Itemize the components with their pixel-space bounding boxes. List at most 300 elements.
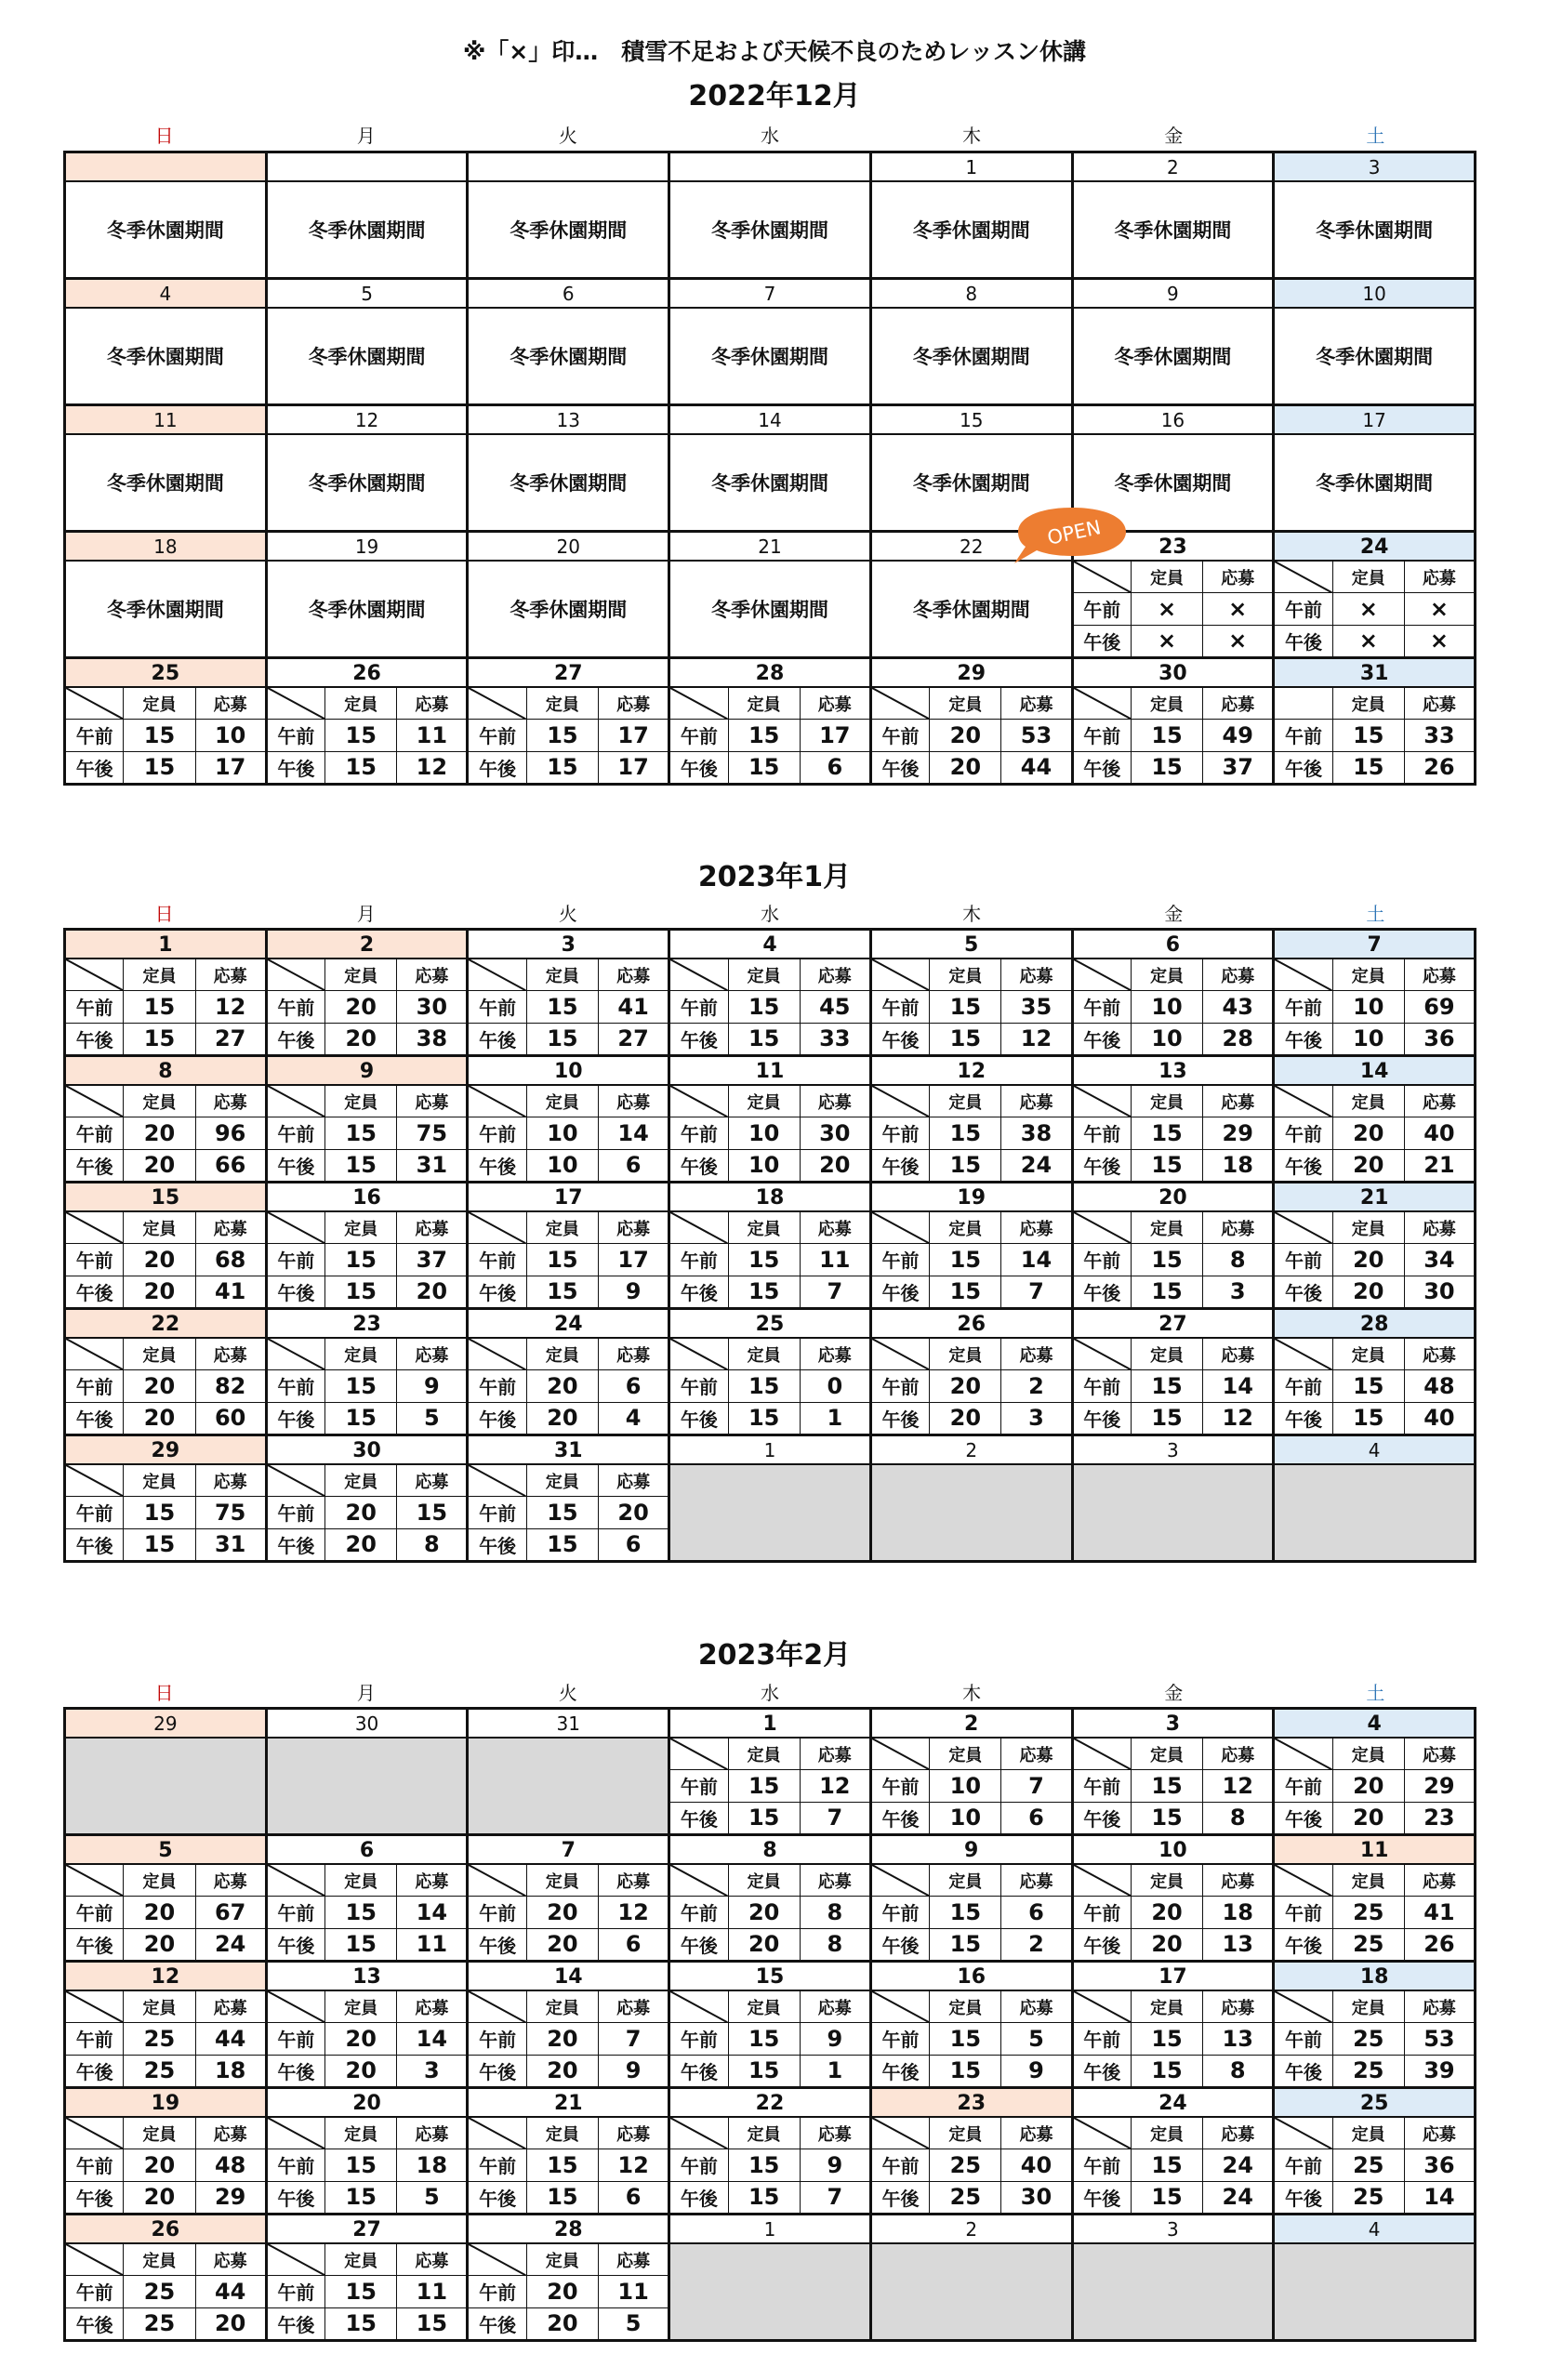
day-cell [268,1963,470,2089]
day-number: 10 [1275,280,1474,309]
day-cell [1074,1183,1276,1310]
applicants-header: 応募 [1019,1345,1053,1366]
session-label: 午前 [872,720,930,750]
day-number: 14 [670,406,869,435]
applicants-value: 44 [214,2278,246,2305]
day-cell [1275,2089,1476,2215]
session-row-am [66,2023,265,2055]
capacity-value: 20 [124,1897,195,1927]
capacity-header: 定員 [729,1739,801,1769]
day-number: 23 [872,2089,1071,2118]
day-cell [1275,931,1476,1057]
corner-slash [670,1086,728,1117]
day-cell [1074,2215,1276,2342]
capacity-header: 定員 [527,959,599,990]
day-cell [469,280,670,406]
session-table [66,688,265,783]
session-header-row [66,1991,265,2023]
holiday-label: 冬季休園期間 [1316,346,1434,368]
day-cell [1074,931,1276,1057]
capacity-value: 10 [527,1117,599,1148]
session-row-am [469,2276,668,2307]
session-row-am [872,1370,1071,1402]
applicants-value: 41 [617,993,649,1020]
applicants-header: 応募 [1019,1745,1053,1765]
day-number: 10 [1074,1836,1273,1865]
capacity-value: 20 [930,1370,1001,1401]
applicants-value: 8 [1229,1246,1246,1273]
session-header-row [872,688,1071,720]
session-row-am [268,2276,467,2307]
applicants-value: 15 [416,1499,448,1526]
session-table [1074,1212,1273,1307]
capacity-header: 定員 [1132,1739,1203,1769]
session-header-row [872,959,1071,991]
day-cell [469,533,670,659]
weekday-label: 日 [154,125,174,147]
day-number: 25 [670,1310,869,1339]
day-number: 13 [469,406,668,435]
applicants-header: 応募 [817,1871,852,1892]
weekday-label: 金 [1164,903,1184,925]
weekday-label: 木 [962,1682,982,1704]
applicants-header: 応募 [616,1345,651,1366]
session-row-am [1074,593,1273,625]
session-row-am [1074,1770,1273,1802]
capacity-value: 15 [729,752,801,783]
corner-slash [1074,1991,1132,2022]
corner-slash [872,1991,930,2022]
applicants-value: 7 [827,1805,843,1831]
applicants-header: 応募 [1221,1219,1255,1239]
day-number [469,153,668,182]
session-header-row [670,1739,869,1770]
session-row-am [670,1370,869,1402]
session-table [66,2244,265,2339]
capacity-value: 15 [325,752,397,783]
capacity-value: 20 [527,1370,599,1401]
day-number: 5 [66,1836,265,1865]
day-cell [469,931,670,1057]
day-cell [1275,1183,1476,1310]
day-number: 3 [1074,1710,1273,1739]
capacity-header: 定員 [1333,1086,1405,1117]
applicants-header: 応募 [616,1871,651,1892]
session-label: 午後 [268,1150,325,1181]
session-row-am [66,2149,265,2181]
weekday-label: 金 [1164,125,1184,147]
applicants-value: 5 [424,2184,440,2211]
session-label: 午後 [1275,1403,1332,1434]
session-label: 午後 [66,752,124,783]
applicants-header: 応募 [616,694,651,715]
capacity-header: 定員 [325,1991,397,2022]
session-label: 午前 [670,1770,728,1801]
session-row-am [1275,991,1474,1023]
session-row-am [268,1897,467,1928]
session-table [1074,688,1273,783]
session-row-pm [469,2182,668,2213]
capacity-header: 定員 [325,2244,397,2275]
applicants-value: 68 [214,1246,246,1273]
day-number: 19 [872,1183,1071,1212]
session-table [872,1865,1071,1960]
applicants-value: 23 [1423,1805,1455,1831]
day-cell [66,1310,268,1436]
day-cell [469,2089,670,2215]
applicants-value: 2 [1028,1372,1044,1399]
holiday-label: 冬季休園期間 [510,599,628,621]
session-row-pm [66,1276,265,1307]
session-header-row [670,1991,869,2023]
corner-slash [268,2244,325,2275]
weekday-label: 土 [1366,1682,1385,1704]
day-number: 12 [872,1057,1071,1086]
session-label: 午前 [469,1117,526,1148]
corner-slash [1275,1991,1332,2022]
day-cell [1275,2215,1476,2342]
session-row-pm [1275,1929,1474,1960]
session-row-pm [66,1150,265,1181]
applicants-header: 応募 [1019,2124,1053,2145]
corner-slash [268,2118,325,2149]
session-table [469,1865,668,1960]
session-header-row [268,2118,467,2149]
capacity-value: 15 [527,1276,599,1307]
month-title: 2023年2月 [697,1639,852,1672]
session-table [872,2118,1071,2213]
applicants-value: 2 [1028,1931,1044,1958]
session-label: 午前 [469,991,526,1022]
holiday-label: 冬季休園期間 [308,219,426,242]
applicants-value: 18 [1222,1898,1253,1925]
capacity-value: 25 [930,2149,1001,2180]
day-cell [1275,1836,1476,1963]
empty-day [872,2244,1071,2339]
capacity-value: 15 [527,1497,599,1527]
applicants-value: 9 [424,1372,440,1399]
closed-mark: × [1429,595,1449,622]
corner-slash [66,2244,124,2275]
session-table [1275,688,1474,783]
capacity-value: 20 [930,752,1001,783]
session-row-am [469,1497,668,1528]
session-header-row [469,688,668,720]
applicants-value: 37 [1222,754,1253,781]
day-cell [1074,280,1276,406]
holiday-label: 冬季休園期間 [912,599,1030,621]
applicants-value: 21 [1423,1152,1455,1179]
day-number: 20 [469,533,668,562]
session-row-am [66,1117,265,1149]
capacity-value: 15 [1333,1403,1405,1434]
session-row-pm [1275,1803,1474,1833]
corner-slash [1074,1739,1132,1769]
day-cell [1275,406,1476,533]
session-label: 午前 [872,1117,930,1148]
capacity-header: 定員 [1132,2118,1203,2149]
session-table [872,688,1071,783]
session-header-row [268,1086,467,1117]
capacity-value: 15 [124,752,195,783]
capacity-value: 20 [325,2023,397,2054]
session-label: 午前 [872,1897,930,1927]
capacity-value: 10 [1132,991,1203,1022]
holiday-label: 冬季休園期間 [106,472,224,495]
empty-day [66,1739,265,1833]
day-number: 1 [66,931,265,959]
day-number: 30 [268,1710,467,1739]
session-row-pm [670,2056,869,2086]
corner-slash [268,688,325,719]
applicants-header: 応募 [1221,1092,1255,1113]
session-label: 午前 [268,991,325,1022]
session-row-am [1275,1244,1474,1276]
day-number: 25 [66,659,265,688]
capacity-value: 10 [1333,991,1405,1022]
day-cell [66,533,268,659]
session-row-pm [268,2056,467,2086]
session-row-am [1074,991,1273,1023]
capacity-value: 20 [1333,1244,1405,1275]
capacity-header: 定員 [1333,959,1405,990]
session-table [66,2118,265,2213]
session-header-row [1074,1991,1273,2023]
session-label: 午後 [1275,1024,1332,1054]
applicants-value: 48 [214,2151,246,2178]
open-badge-text: OPEN [1045,516,1104,549]
applicants-value: 41 [214,1278,246,1305]
capacity-value: 15 [729,2056,801,2086]
capacity-value: 15 [930,2023,1001,2054]
applicants-header: 応募 [616,2251,651,2271]
session-table [1074,1991,1273,2086]
session-table [670,688,869,783]
day-number: 15 [872,406,1071,435]
session-header-row [469,1865,668,1897]
session-label: 午後 [1275,1276,1332,1307]
applicants-header: 応募 [616,966,651,986]
session-header-row [670,1212,869,1244]
corner-slash [1275,1739,1332,1769]
session-label: 午前 [469,1897,526,1927]
capacity-value: 15 [729,1276,801,1307]
session-table [268,1991,467,2086]
applicants-header: 応募 [1422,1998,1456,2018]
session-label: 午前 [268,2023,325,2054]
session-label: 午前 [469,2276,526,2307]
applicants-value: 7 [1028,1278,1044,1305]
capacity-value: 25 [1333,2023,1405,2054]
applicants-value: 38 [416,1025,448,1052]
session-table [268,2244,467,2339]
applicants-header: 応募 [1221,568,1255,588]
capacity-value: 15 [1132,1803,1203,1833]
day-cell [268,931,470,1057]
applicants-header: 応募 [1221,2124,1255,2145]
capacity-header: 定員 [124,2118,195,2149]
closed-mark: × [1333,626,1405,656]
session-row-pm [268,1150,467,1181]
applicants-header: 応募 [1221,1345,1255,1366]
session-label: 午前 [469,2149,526,2180]
session-row-pm [670,1150,869,1181]
applicants-header: 応募 [415,1092,449,1113]
session-label: 午後 [670,1276,728,1307]
capacity-value: 15 [1132,1150,1203,1181]
session-row-pm [670,1803,869,1833]
applicants-value: 27 [617,1025,649,1052]
capacity-value: 15 [1132,1370,1203,1401]
session-label: 午後 [66,2182,124,2213]
day-number: 26 [268,659,467,688]
day-cell [268,2215,470,2342]
session-label: 午後 [469,1150,526,1181]
capacity-value: 20 [527,2056,599,2086]
session-table [268,1465,467,1560]
capacity-header: 定員 [1333,1739,1405,1769]
capacity-value: 15 [930,1897,1001,1927]
capacity-value: 20 [124,1929,195,1960]
session-row-am [1275,2149,1474,2181]
capacity-value: 25 [124,2023,195,2054]
holiday-label: 冬季休園期間 [912,472,1030,495]
weekday-label: 月 [356,1682,376,1704]
session-label: 午後 [872,752,930,783]
session-table [268,1339,467,1434]
session-label: 午後 [1275,1150,1332,1181]
corner-slash [66,688,124,719]
capacity-value: 15 [325,1244,397,1275]
session-header-row [66,1212,265,1244]
corner-slash [670,1865,728,1896]
session-table [872,1739,1071,1833]
day-number: 31 [469,1710,668,1739]
session-label: 午後 [268,1929,325,1960]
day-cell [469,659,670,786]
session-label: 午前 [1275,1897,1332,1927]
session-table [469,2244,668,2339]
applicants-header: 応募 [213,2251,247,2271]
session-row-am [872,720,1071,751]
capacity-value: 20 [1132,1897,1203,1927]
applicants-header: 応募 [817,1092,852,1113]
session-label: 午後 [469,2056,526,2086]
applicants-header: 応募 [213,694,247,715]
holiday-label: 冬季休園期間 [710,599,828,621]
session-label: 午後 [670,1403,728,1434]
session-label: 午後 [268,752,325,783]
session-label: 午前 [268,1117,325,1148]
weekday-label: 木 [962,125,982,147]
session-table [1275,1865,1474,1960]
day-cell [469,406,670,533]
capacity-header: 定員 [930,1339,1001,1369]
holiday-label: 冬季休園期間 [1114,472,1232,495]
day-number: 2 [872,1710,1071,1739]
day-number: 3 [1074,2215,1273,2244]
holiday-label: 冬季休園期間 [912,346,1030,368]
day-cell [670,280,872,406]
session-label: 午前 [1074,1244,1132,1275]
session-label: 午後 [268,1529,325,1560]
session-header-row [1275,2118,1474,2149]
applicants-value: 53 [1020,721,1053,748]
session-table [670,1991,869,2086]
session-label: 午後 [469,2308,526,2339]
session-header-row [1275,1991,1474,2023]
session-header-row [670,1086,869,1117]
session-header-row [268,1339,467,1370]
day-cell [872,1836,1074,1963]
applicants-value: 7 [827,2184,843,2211]
applicants-value: 11 [416,1931,448,1958]
applicants-value: 33 [1423,721,1455,748]
session-table [268,1865,467,1960]
capacity-header: 定員 [124,2244,195,2275]
session-row-pm [1275,2182,1474,2213]
applicants-header: 応募 [817,694,852,715]
applicants-header: 応募 [1422,1219,1456,1239]
session-table [66,959,265,1054]
capacity-value: 20 [124,2149,195,2180]
day-number: 4 [1275,1710,1474,1739]
day-number: 8 [670,1836,869,1865]
day-cell [1275,1963,1476,2089]
session-row-am [872,991,1071,1023]
day-cell [1275,1057,1476,1183]
applicants-value: 14 [1423,2184,1455,2211]
capacity-value: 15 [124,1024,195,1054]
applicants-value: 6 [625,1931,642,1958]
day-cell [670,1183,872,1310]
applicants-value: 20 [416,1278,448,1305]
applicants-header: 応募 [616,1092,651,1113]
session-row-pm [670,1276,869,1307]
session-row-pm [1275,1403,1474,1434]
corner-slash [469,688,526,719]
applicants-value: 17 [617,1246,649,1273]
applicants-value: 29 [1423,1772,1455,1799]
session-label: 午後 [670,1803,728,1833]
day-cell [469,1310,670,1436]
session-header-row [1275,1339,1474,1370]
session-label: 午後 [670,1150,728,1181]
applicants-value: 43 [1222,993,1253,1020]
capacity-header: 定員 [325,959,397,990]
session-header-row [1074,959,1273,991]
capacity-value: 20 [527,1929,599,1960]
session-row-pm [1074,2056,1273,2086]
session-row-am [66,1370,265,1402]
applicants-value: 14 [1020,1246,1053,1273]
session-row-pm [469,1403,668,1434]
session-label: 午後 [66,1150,124,1181]
session-table [1074,1339,1273,1434]
day-cell [670,406,872,533]
session-row-pm [66,2308,265,2339]
session-row-am [872,1897,1071,1928]
capacity-value: 20 [325,1497,397,1527]
session-table [872,959,1071,1054]
session-table [469,959,668,1054]
corner-slash [469,959,526,990]
corner-slash [872,688,930,719]
day-number: 13 [1074,1057,1273,1086]
capacity-value: 15 [325,1370,397,1401]
session-label: 午前 [1074,1117,1132,1148]
capacity-value: 15 [325,2276,397,2307]
